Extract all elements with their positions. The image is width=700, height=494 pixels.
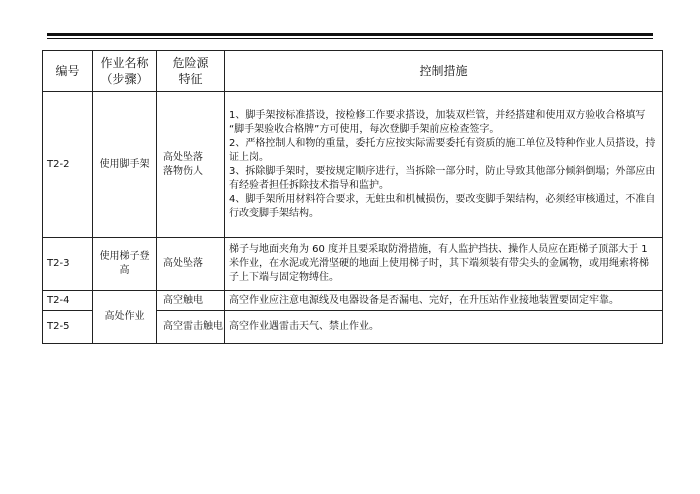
- row-operation: 使用梯子登高: [93, 238, 157, 291]
- safety-control-table: [42, 50, 663, 344]
- header-control: 控制措施: [225, 51, 663, 92]
- row-hazard: 高空雷击触电: [157, 311, 225, 344]
- row-hazard: 高空触电: [157, 291, 225, 311]
- row-hazard: 高处坠落: [157, 238, 225, 291]
- header-hazard: 危险源 特征: [157, 51, 225, 92]
- row-operation: 使用脚手架: [93, 92, 157, 238]
- table-row: [43, 291, 663, 311]
- table-row: [43, 238, 663, 291]
- row-measures: 1、脚手架按标准搭设，按检修工作要求搭设，加装双栏管，并经搭建和使用双方验收合格填写 “脚手架验收合格牌”方可使用，每次登脚手架前应检查签字。 2、严格控制人和物的重量，委托方应按实际需要委托有资质的施工单位及特种作业人员搭设，持证上岗。 3、拆除脚手架时，要按规定顺序进行，当拆除一部分时，防止导致其他部分倾斜倒塌；外部应由有经验者担任拆除技术指导和监护。 4、脚手架所用材料符合要求，无蛀虫和机械损伤，要改变脚手架结构，必须经审核通过，不准自行改变脚手架结构。: [225, 92, 663, 238]
- row-measures: 高空作业应注意电源线及电器设备是否漏电、完好，在升压站作业接地装置要固定牢靠。: [225, 291, 663, 311]
- row-number: T2-2: [43, 92, 93, 238]
- header-operation: 作业名称 （步骤）: [93, 51, 157, 92]
- header-rule-thin: [47, 38, 653, 39]
- row-hazard: 高处坠落 落物伤人: [157, 92, 225, 238]
- header-rule-thick: [47, 33, 653, 36]
- header-number: 编号: [43, 51, 93, 92]
- row-number: T2-5: [43, 311, 93, 344]
- row-operation: 高处作业: [93, 291, 157, 344]
- row-number: T2-4: [43, 291, 93, 311]
- table-header-row: [43, 51, 663, 92]
- table-row: [43, 92, 663, 238]
- row-number: T2-3: [43, 238, 93, 291]
- row-measures: 高空作业遇雷击天气、禁止作业。: [225, 311, 663, 344]
- row-measures: 梯子与地面夹角为 60 度并且要采取防滑措施，有人监护挡扶、操作人员应在距梯子顶部大于 1 米作业，在水泥或光滑坚硬的地面上使用梯子时，其下端须装有带尖头的金属物，或用绳索将梯子上下端与固定物缚住。: [225, 238, 663, 291]
